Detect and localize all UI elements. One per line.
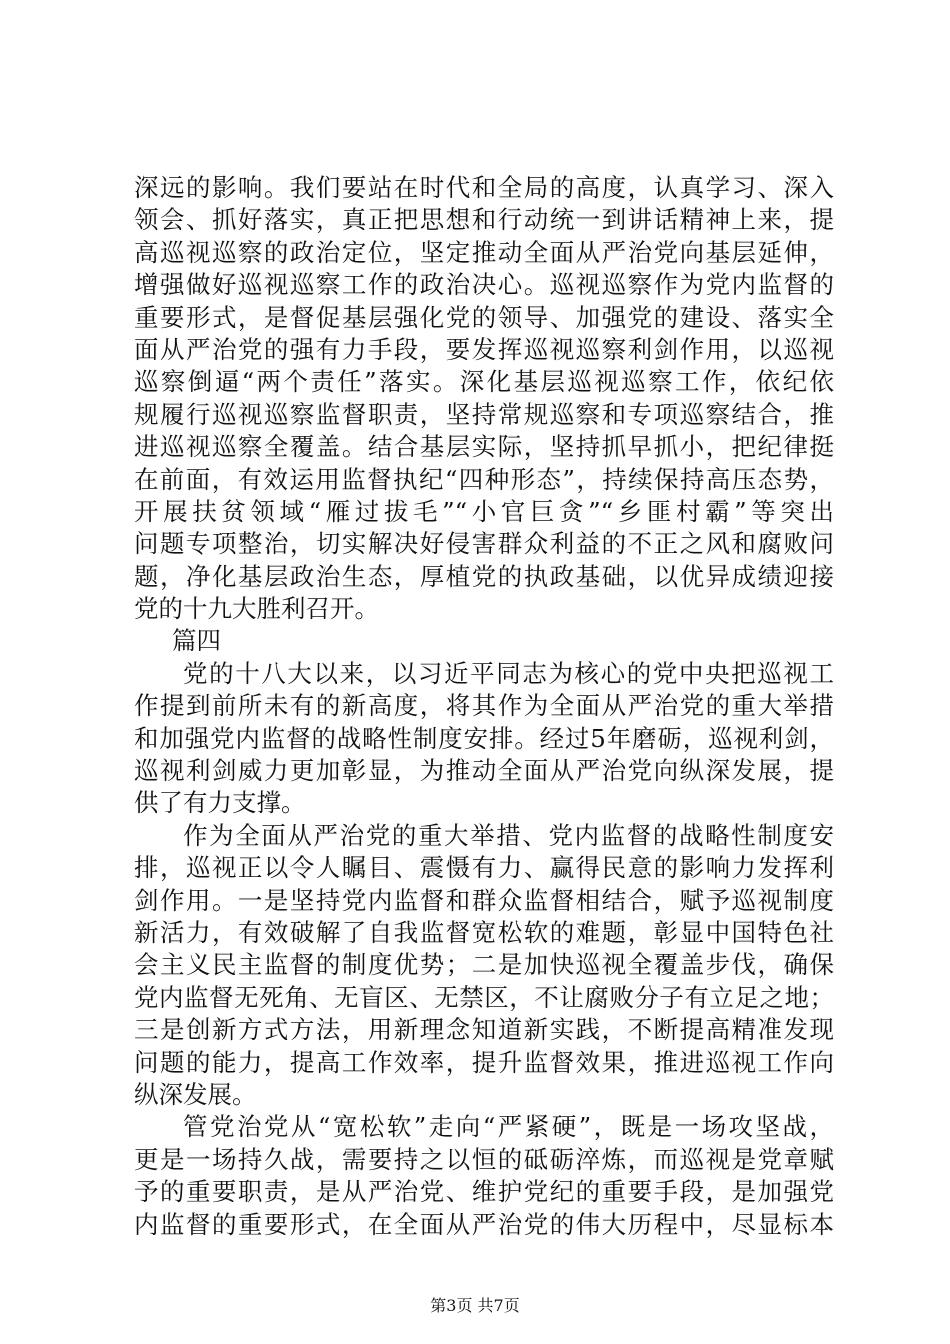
text-line-4: 增强做好巡视巡察工作的政治决心。巡视巡察作为党内监督的 (134, 270, 834, 300)
text-line-6: 面从严治党的强有力手段，要发挥巡视巡察利剑作用，以巡视 (134, 334, 834, 364)
page-footer: 第3页 共7页 (430, 1296, 520, 1315)
text-line-26: 党内监督无死角、无盲区、无禁区，不让腐败分子有立足之地； (134, 982, 834, 1012)
text-line-31: 更是一场持久战，需要持之以恒的砥砺淬炼，而巡视是党章赋 (134, 1144, 834, 1174)
text-line-10: 在前面，有效运用监督执纪“四种形态”，持续保持高压态势， (134, 464, 834, 494)
text-line-17: 作提到前所未有的新高度，将其作为全面从严治党的重大举措 (134, 691, 834, 721)
text-line-2: 领会、抓好落实，真正把思想和行动统一到讲话精神上来，提 (134, 205, 834, 235)
text-line-1: 深远的影响。我们要站在时代和全局的高度，认真学习、深入 (134, 173, 834, 202)
text-line-16: 党的十八大以来，以习近平同志为核心的党中央把巡视工 (183, 658, 834, 688)
text-line-22: 排，巡视正以令人瞩目、震慑有力、赢得民意的影响力发挥利 (134, 853, 834, 883)
text-line-28: 问题的能力，提高工作效率，提升监督效果，推进巡视工作向 (134, 1047, 834, 1077)
text-line-11: 开展扶贫领域“雁过拔毛”“小官巨贪”“乡匪村霸”等突出 (134, 496, 834, 526)
text-line-32: 予的重要职责，是从严治党、维护党纪的重要手段，是加强党 (134, 1177, 834, 1207)
text-line-12: 问题专项整治，切实解决好侵害群众利益的不正之风和腐败问 (134, 529, 834, 559)
body-text (134, 172, 834, 1241)
section-heading: 篇四 (172, 626, 221, 656)
text-line-21: 作为全面从严治党的重大举措、党内监督的战略性制度安 (183, 820, 834, 850)
text-line-33: 内监督的重要形式，在全面从严治党的伟大历程中，尽显标本 (134, 1209, 834, 1239)
text-line-14: 党的十九大胜利召开。 (134, 594, 379, 624)
text-line-27: 三是创新方式方法，用新理念知道新实践，不断提高精准发现 (134, 1015, 834, 1045)
text-line-23: 剑作用。一是坚持党内监督和群众监督相结合，赋予巡视制度 (134, 885, 834, 915)
text-line-18: 和加强党内监督的战略性制度安排。经过5年磨砺，巡视利剑， (134, 723, 834, 753)
text-line-30: 管党治党从“宽松软”走向“严紧硬”，既是一场攻坚战， (183, 1112, 834, 1142)
text-line-7: 巡察倒逼“两个责任”落实。深化基层巡视巡察工作，依纪依 (134, 367, 834, 397)
text-line-19: 巡视利剑威力更加彰显，为推动全面从严治党向纵深发展，提 (134, 756, 834, 786)
text-line-20: 供了有力支撑。 (134, 788, 306, 818)
text-line-25: 会主义民主监督的制度优势；二是加快巡视全覆盖步伐，确保 (134, 950, 834, 980)
text-line-24: 新活力，有效破解了自我监督宽松软的难题，彰显中国特色社 (134, 917, 834, 947)
text-line-5: 重要形式，是督促基层强化党的领导、加强党的建设、落实全 (134, 302, 834, 332)
text-line-13: 题，净化基层政治生态，厚植党的执政基础，以优异成绩迎接 (134, 561, 834, 591)
text-line-29: 纵深发展。 (134, 1079, 257, 1109)
text-line-8: 规履行巡视巡察监督职责，坚持常规巡察和专项巡察结合，推 (134, 399, 834, 429)
text-line-9: 进巡视巡察全覆盖。结合基层实际，坚持抓早抓小，把纪律挺 (134, 432, 834, 462)
text-line-3: 高巡视巡察的政治定位，坚定推动全面从严治党向基层延伸， (134, 237, 834, 267)
